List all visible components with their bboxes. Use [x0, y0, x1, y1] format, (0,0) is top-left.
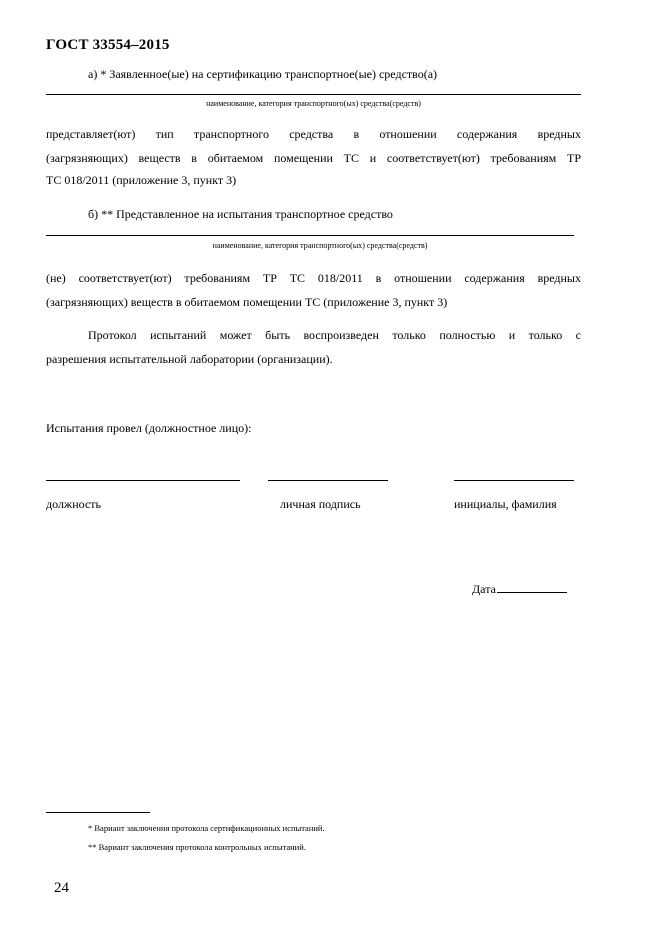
section-a-line-2: (загрязняющих) веществ в обитаемом помещении ТС и соответствует(ют) требованиям ТР	[46, 151, 581, 165]
section-b-caption: наименование, категория транспортного(ых) средства(средств)	[212, 241, 428, 250]
signature-heading: Испытания провел (должностное лицо):	[46, 421, 252, 435]
position-label: должность	[46, 497, 101, 511]
protocol-note-line-2: разрешения испытательной лаборатории (организации).	[46, 352, 333, 366]
page-number: 24	[54, 880, 69, 896]
footnote-separator	[46, 812, 150, 813]
section-a-intro: а) * Заявленное(ые) на сертификацию транспортное(ые) средство(а)	[88, 67, 438, 81]
footnote-2: ** Вариант заключения протокола контрольных испытаний.	[88, 842, 306, 852]
personal-signature-line	[268, 480, 388, 481]
date-fill-line	[497, 582, 567, 593]
date-label: Дата	[472, 582, 496, 596]
signature-label: личная подпись	[280, 497, 361, 511]
date-field	[472, 577, 567, 601]
footnote-1: * Вариант заключения протокола сертификационных испытаний.	[88, 823, 325, 833]
section-b-fill-line	[46, 235, 574, 236]
section-a-caption: наименование, категория транспортного(ых) средства(средств)	[206, 99, 421, 108]
section-a-line-3: ТС 018/2011 (приложение 3, пункт 3)	[46, 173, 237, 187]
section-a-line-1: представляет(ют) тип транспортного средства в отношении содержания вредных	[46, 127, 581, 141]
position-signature-line	[46, 480, 240, 481]
section-a-fill-line	[46, 94, 581, 95]
protocol-note-line-1: Протокол испытаний может быть воспроизведен только полностью и только с	[88, 328, 581, 342]
section-b-intro: б) ** Представленное на испытания транспортное средство	[88, 207, 393, 221]
name-signature-line	[454, 480, 574, 481]
section-b-line-2: (загрязняющих) веществ в обитаемом помещении ТС (приложение 3, пункт 3)	[46, 295, 448, 309]
document-header: ГОСТ 33554–2015	[46, 37, 170, 53]
name-label: инициалы, фамилия	[454, 497, 557, 511]
section-b-line-1: (не) соответствует(ют) требованиям ТР ТС 018/2011 в отношении содержания вредных	[46, 271, 581, 285]
